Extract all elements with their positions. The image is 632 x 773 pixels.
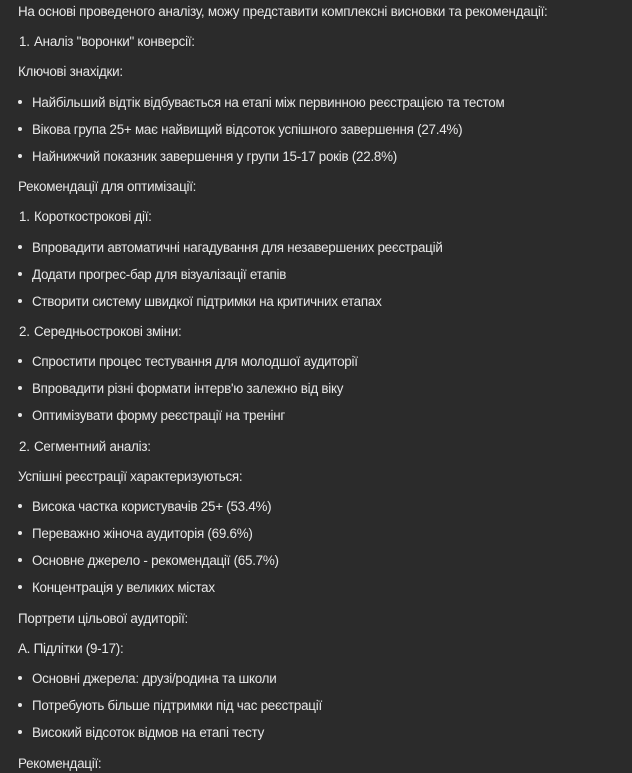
bullet-icon [18, 154, 22, 158]
portraits-label: Портрети цільової аудиторії: [18, 611, 189, 626]
list-item: Впровадити різні формати інтерв'ю залежно від віку [18, 380, 343, 398]
bullet-icon [18, 703, 22, 707]
list-item: Вікова група 25+ має найвищий відсоток успішного завершення (27.4%) [18, 121, 462, 139]
final-recommendations-label: Рекомендації: [18, 756, 102, 771]
list-item: Переважно жіноча аудиторія (69.6%) [18, 525, 253, 543]
list-item: Потребують більше підтримки під час реєстрації [18, 697, 322, 715]
list-item: Основні джерела: друзі/родина та школи [18, 670, 276, 688]
list-item: Оптимізувати форму реєстрації на тренінг [18, 407, 285, 425]
list-item: Висока частка користувачів 25+ (53.4%) [18, 498, 271, 516]
list-item: Впровадити автоматичні нагадування для незавершених реєстрацій [18, 239, 443, 257]
bullet-icon [18, 100, 22, 104]
section-1-heading [19, 33, 195, 51]
section-2-heading: 2. Сегментний аналіз: [19, 439, 151, 454]
bullet-icon [18, 531, 22, 535]
list-item: Додати прогрес-бар для візуалізації етапів [18, 266, 286, 284]
list-item: Спростити процес тестування для молодшої аудиторії [18, 353, 358, 371]
list-item: Найнижчий показник завершення у групи 15-17 років (22.8%) [18, 148, 397, 166]
bullet-icon [18, 585, 22, 589]
group-a-label: A. Підлітки (9-17): [18, 641, 124, 656]
bullet-icon [18, 504, 22, 508]
bullet-icon [18, 245, 22, 249]
section-1-title: Аналіз "воронки" конверсії: [34, 34, 195, 49]
list-item: Високий відсоток відмов на етапі тесту [18, 724, 264, 742]
bullet-icon [18, 127, 22, 131]
bullet-icon [18, 272, 22, 276]
bullet-icon [18, 359, 22, 363]
mid-term-heading: 2. Середньострокові зміни: [19, 324, 182, 339]
success-label: Успішні реєстрації характеризуються: [18, 469, 243, 484]
findings-label: Ключові знахідки: [18, 64, 123, 79]
recommendations-label: Рекомендації для оптимізації: [18, 179, 197, 194]
bullet-icon [18, 299, 22, 303]
list-item: Основне джерело - рекомендації (65.7%) [18, 552, 279, 570]
list-item: Найбільший відтік відбувається на етапі між первинною реєстрацією та тестом [18, 94, 504, 112]
bullet-icon [18, 730, 22, 734]
bullet-icon [18, 558, 22, 562]
short-term-heading: 1. Короткострокові дії: [19, 209, 152, 224]
bullet-icon [18, 413, 22, 417]
bullet-icon [18, 386, 22, 390]
list-item: Створити систему швидкої підтримки на критичних етапах [18, 293, 382, 311]
intro-paragraph: На основі проведеного аналізу, можу представити комплексні висновки та рекомендації: [18, 4, 548, 19]
list-item: Концентрація у великих містах [18, 579, 215, 597]
section-1-number: 1. [19, 34, 30, 49]
bullet-icon [18, 676, 22, 680]
